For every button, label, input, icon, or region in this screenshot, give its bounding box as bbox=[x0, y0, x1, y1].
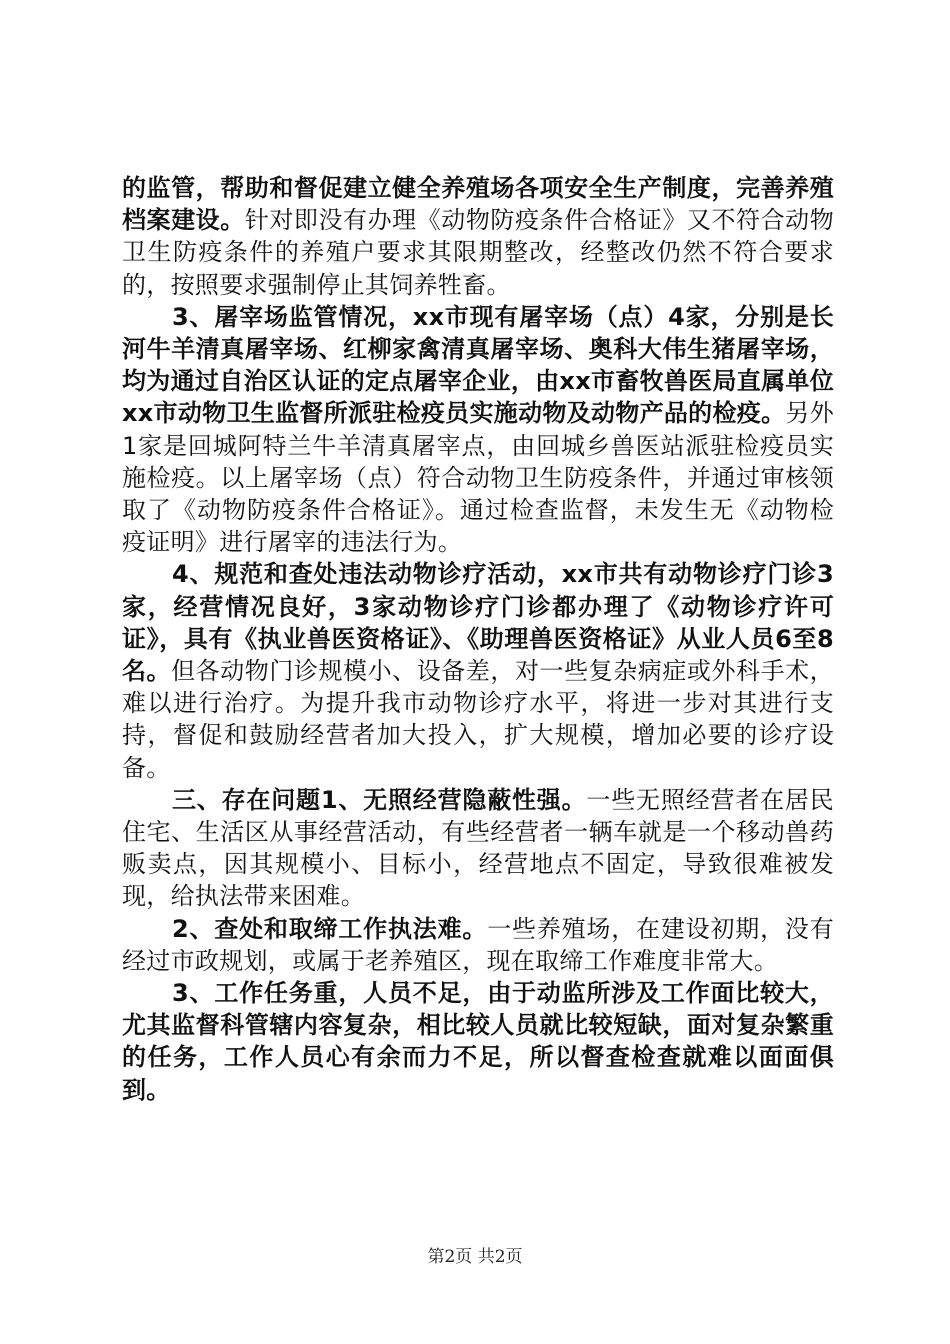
paragraph-text: 一些养殖场，在建设初期，没有经过市政规划，或属于老养殖区，现在取缔工作难度非常大。 bbox=[122, 914, 834, 975]
paragraph-existing-problems bbox=[122, 784, 834, 913]
paragraph-text: 另外1家是回城阿特兰牛羊清真屠宰点，由回城乡兽医站派驻检疫员实施检疫。以上屠宰场（点）符合动物卫生防疫条件，并通过审核领取了《动物防疫条件合格证》。通过检查监督，未发生无《动物检疫证明》进行屠宰的违法行为。 bbox=[122, 399, 834, 557]
paragraph-bold-text: 2、查处和取缔工作执法难。 bbox=[172, 914, 488, 943]
paragraph-bold-text: 4、规范和查处违法动物诊疗活动，xx市共有动物诊疗门诊3家，经营情况良好，3家动物诊疗门诊都办理了《动物诊疗许可证》，具有《执业兽医资格证》、《助理兽医资格证》从业人员6至8名。 bbox=[122, 560, 834, 686]
paragraph-bold-text: 3、屠宰场监管情况，xx市现有屠宰场（点）4家，分别是长河牛羊清真屠宰场、红柳家禽清真屠宰场、奥科大伟生猪屠宰场，均为通过自治区认证的定点屠宰企业，由xx市畜牧兽医局直属单位xx市动物卫生监督所派驻检疫员实施动物及动物产品的检疫。 bbox=[122, 302, 834, 428]
paragraph-bold-text: 3、工作任务重，人员不足，由于动监所涉及工作面比较大，尤其监督科管辖内容复杂，相比较人员就比较短缺，面对复杂繁重的任务，工作人员心有余而力不足，所以督查检查就难以面面俱到。 bbox=[122, 979, 834, 1104]
paragraph-veterinary-clinics bbox=[122, 558, 834, 783]
paragraph-enforcement-difficulty bbox=[122, 913, 834, 977]
paragraph-bold-text: 三、存在问题1、无照经营隐蔽性强。 bbox=[172, 785, 587, 814]
paragraph-slaughterhouse-supervision bbox=[122, 301, 834, 559]
document-body bbox=[122, 172, 834, 1106]
paragraph-text: 针对即没有办理《动物防疫条件合格证》又不符合动物卫生防疫条件的养殖户要求其限期整改，经整改仍然不符合要求的，按照要求强制停止其饲养牲畜。 bbox=[122, 206, 835, 299]
paragraph-text: 但各动物门诊规模小、设备差，对一些复杂病症或外科手术，难以进行治疗。为提升我市动物诊疗水平，将进一步对其进行支持，督促和鼓励经营者加大投入，扩大规模，增加必要的诊疗设备。 bbox=[122, 657, 834, 782]
paragraph-text: 一些无照经营者在居民住宅、生活区从事经营活动，有些经营者一辆车就是一个移动兽药贩卖点，因其规模小、目标小，经营地点不固定，导致很难被发现，给执法带来困难。 bbox=[122, 785, 834, 911]
paragraph-bold-text: 的监管，帮助和督促建立健全养殖场各项安全生产制度，完善养殖档案建设。 bbox=[122, 174, 834, 235]
page-number-footer: 第2页 共2页 bbox=[427, 1247, 523, 1267]
paragraph-supervision-continued bbox=[122, 172, 834, 301]
paragraph-staff-shortage bbox=[122, 977, 834, 1106]
